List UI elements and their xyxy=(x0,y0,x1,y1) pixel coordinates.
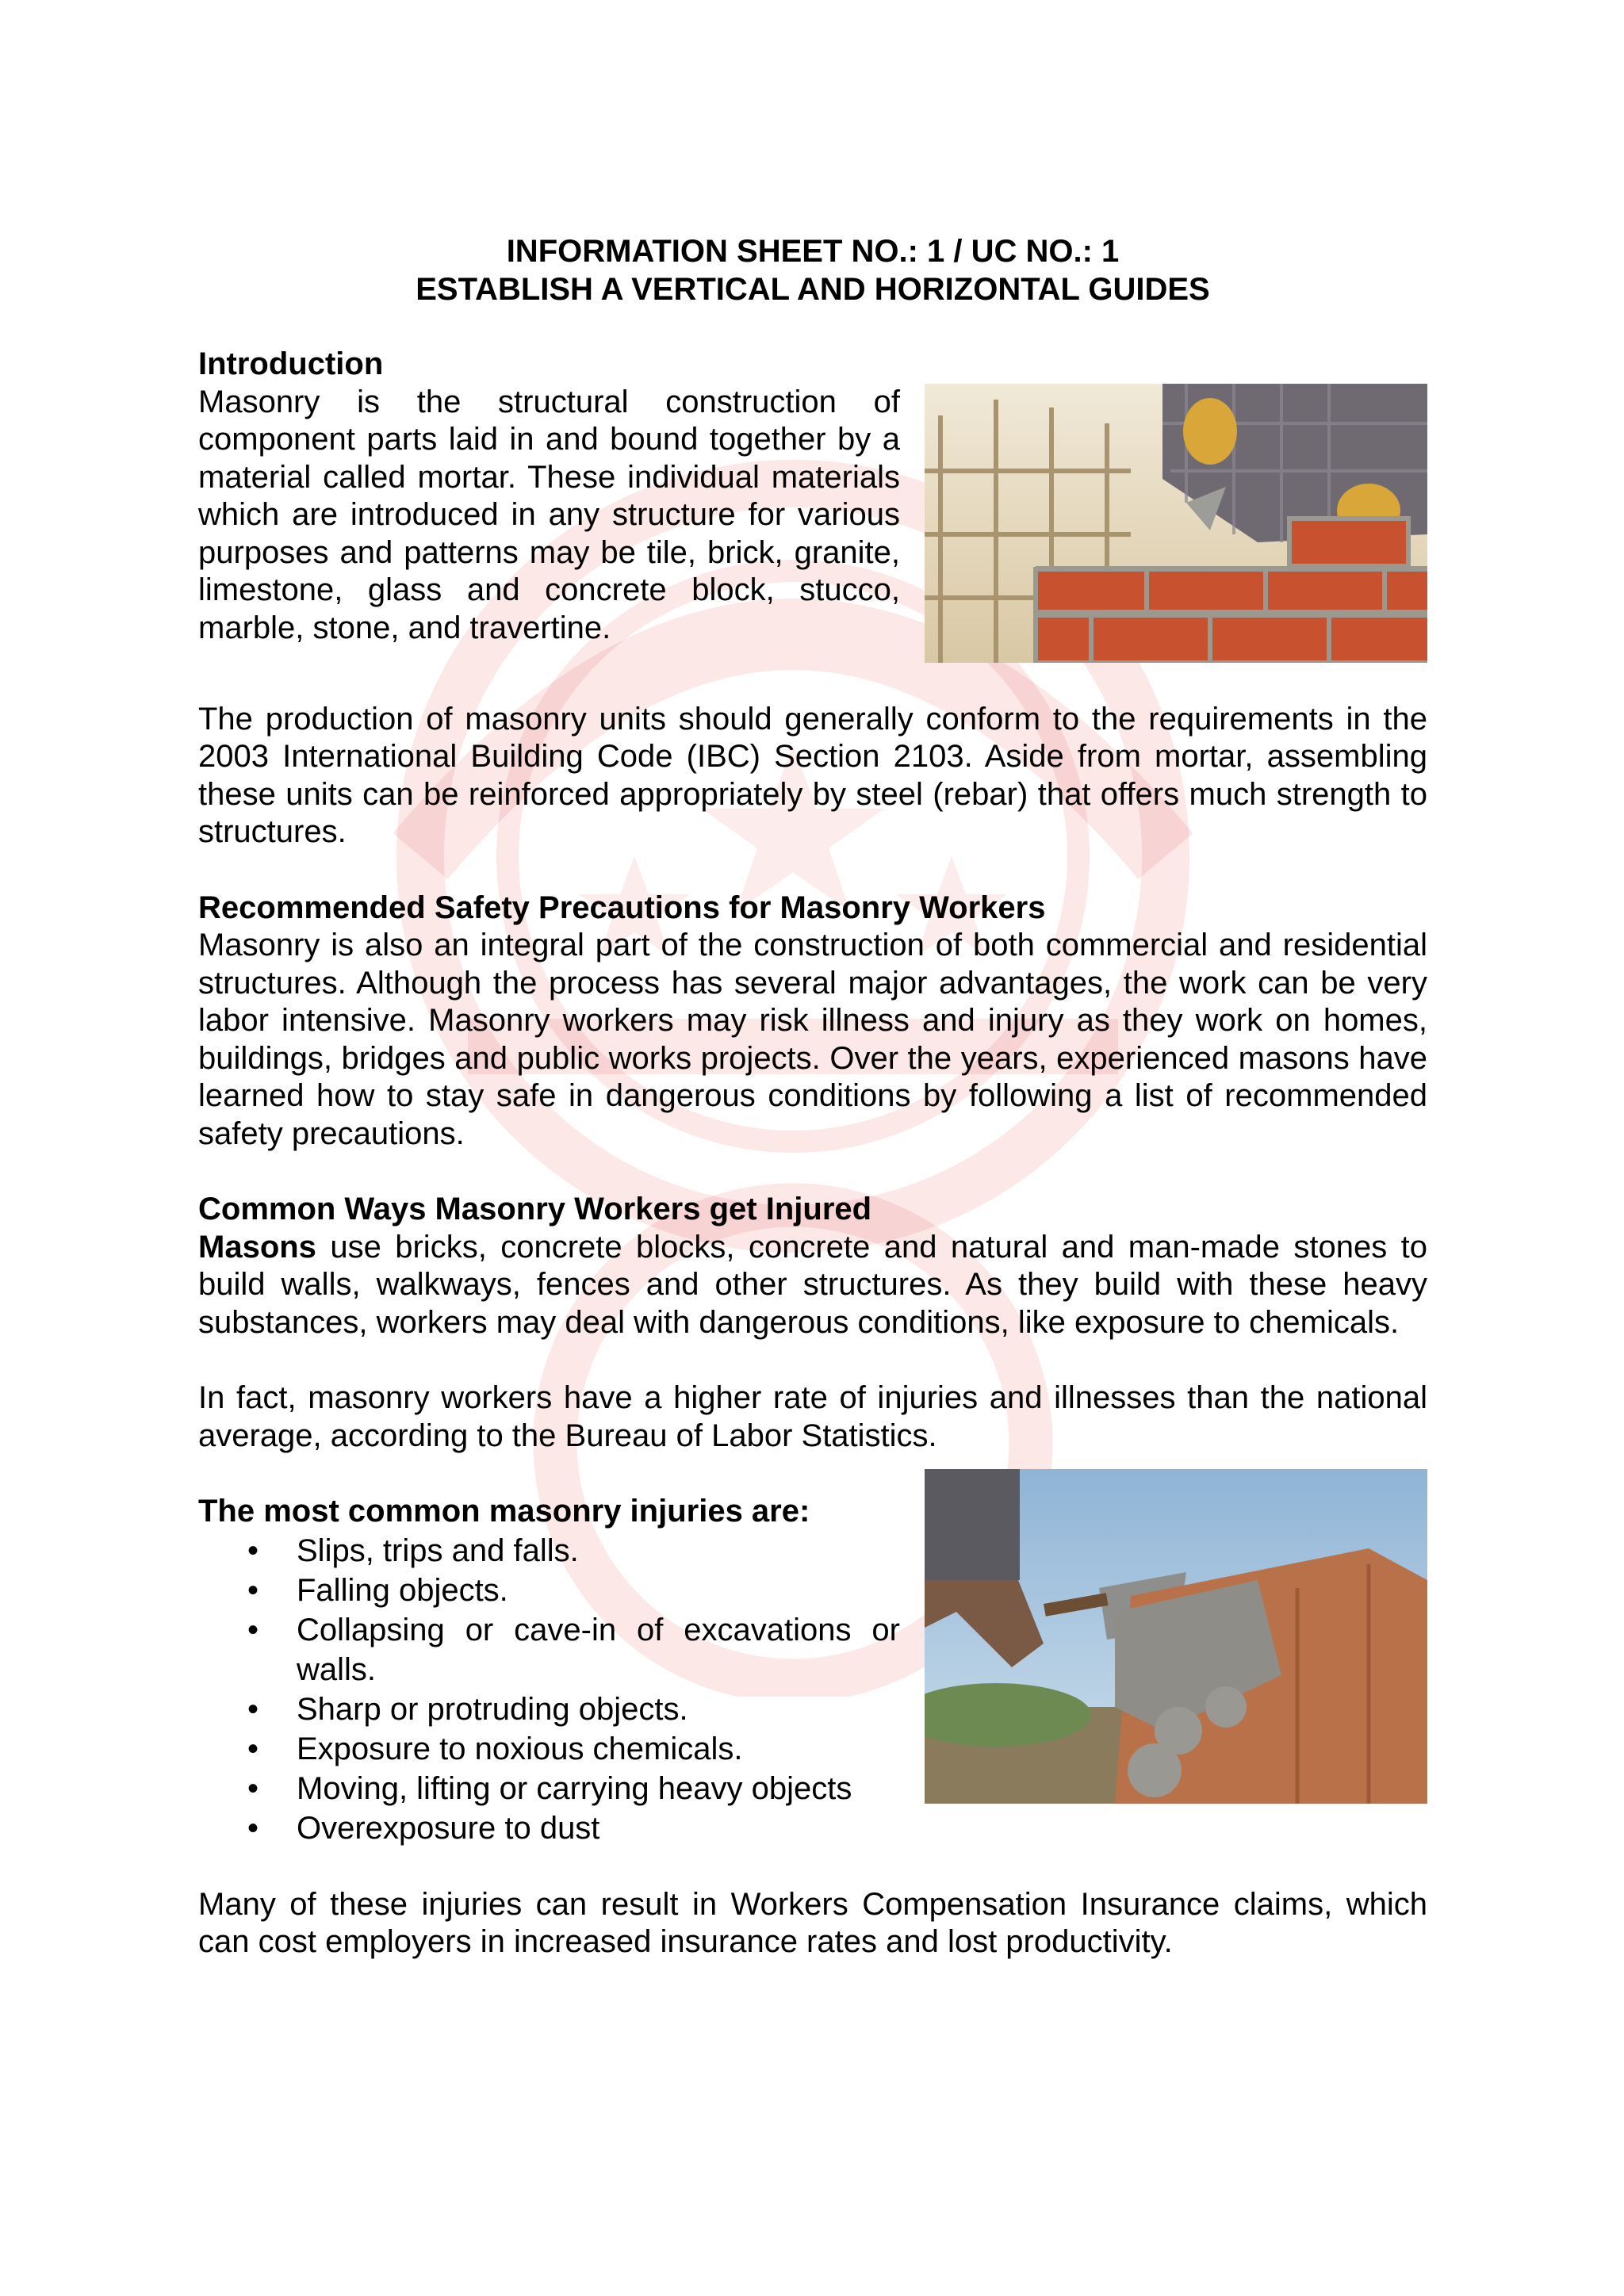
intro-row xyxy=(198,384,1427,663)
list-item: • Moving, lifting or carrying heavy objects xyxy=(198,1769,900,1808)
bricklaying-photo xyxy=(925,384,1427,663)
bls-paragraph: In fact, masonry workers have a higher rate of injuries and illnesses than the national average, according to the Bureau of Labor Statistics. xyxy=(198,1380,1427,1453)
bullet-icon: • xyxy=(247,1533,259,1568)
list-item: • Falling objects. xyxy=(198,1571,900,1610)
masons-paragraph xyxy=(198,1229,1427,1342)
bullet-icon: • xyxy=(247,1612,259,1647)
list-item: • Overexposure to dust xyxy=(198,1808,900,1848)
list-item: • Exposure to noxious chemicals. xyxy=(198,1729,900,1769)
plastering-photo xyxy=(925,1469,1427,1804)
closing-paragraph: Many of these injuries can result in Workers Compensation Insurance claims, which can cost employers in increased insurance rates and lost productivity. xyxy=(198,1886,1427,1959)
masons-bold-term: Masons xyxy=(198,1229,316,1265)
bullet-icon: • xyxy=(247,1810,259,1846)
injuries-row xyxy=(198,1493,1427,1848)
bullet-icon: • xyxy=(247,1691,259,1727)
safety-paragraph: Masonry is also an integral part of the construction of both commercial and residential structures. Although the process has several major advantages, the work can be very labor intensive. Masonry workers may risk illness and injury as they work on homes, buildings, bridges and public works projects. Over the years, experienced masons have learned how to stay safe in dangerous conditions by following a list of recommended safety precautions. xyxy=(198,928,1427,1151)
title-block xyxy=(198,233,1427,308)
document-page xyxy=(198,233,1427,1961)
bullet-icon: • xyxy=(247,1572,259,1608)
list-item: • Collapsing or cave-in of excavations or walls. xyxy=(198,1610,900,1689)
list-item: • Sharp or protruding objects. xyxy=(198,1689,900,1729)
ibc-paragraph: The production of masonry units should generally conform to the requirements in the 2003 International Building Code (IBC) Section 2103. Aside from mortar, assembling these units can be reinforced appropriately by steel (rebar) that offers much strength to structures. xyxy=(198,701,1427,849)
injuries-list xyxy=(198,1531,900,1848)
injured-heading: Common Ways Masonry Workers get Injured xyxy=(198,1192,872,1226)
introduction-heading: Introduction xyxy=(198,346,384,381)
bullet-icon: • xyxy=(247,1731,259,1766)
safety-heading: Recommended Safety Precautions for Masonry Workers xyxy=(198,890,1046,925)
bullet-icon: • xyxy=(247,1770,259,1806)
sheet-subtitle: ESTABLISH A VERTICAL AND HORIZONTAL GUIDES xyxy=(416,271,1210,307)
masons-paragraph-text: use bricks, concrete blocks, concrete and natural and man-made stones to build walls, walkways, fences and other structures. As they build with these heavy substances, workers may deal with dangerous conditions, like exposure to chemicals. xyxy=(198,1229,1427,1340)
sheet-title: INFORMATION SHEET NO.: 1 / UC NO.: 1 xyxy=(506,234,1120,269)
list-item: • Slips, trips and falls. xyxy=(198,1531,900,1571)
injuries-heading: The most common masonry injuries are: xyxy=(198,1494,810,1529)
intro-paragraph: Masonry is the structural construction of component parts laid in and bound together by a material called mortar. These individual materials which are introduced in any structure for various purposes and patterns may be tile, brick, granite, limestone, glass and concrete block, stucco, marble, stone, and travertine. xyxy=(198,384,900,645)
injuries-column xyxy=(198,1493,900,1848)
